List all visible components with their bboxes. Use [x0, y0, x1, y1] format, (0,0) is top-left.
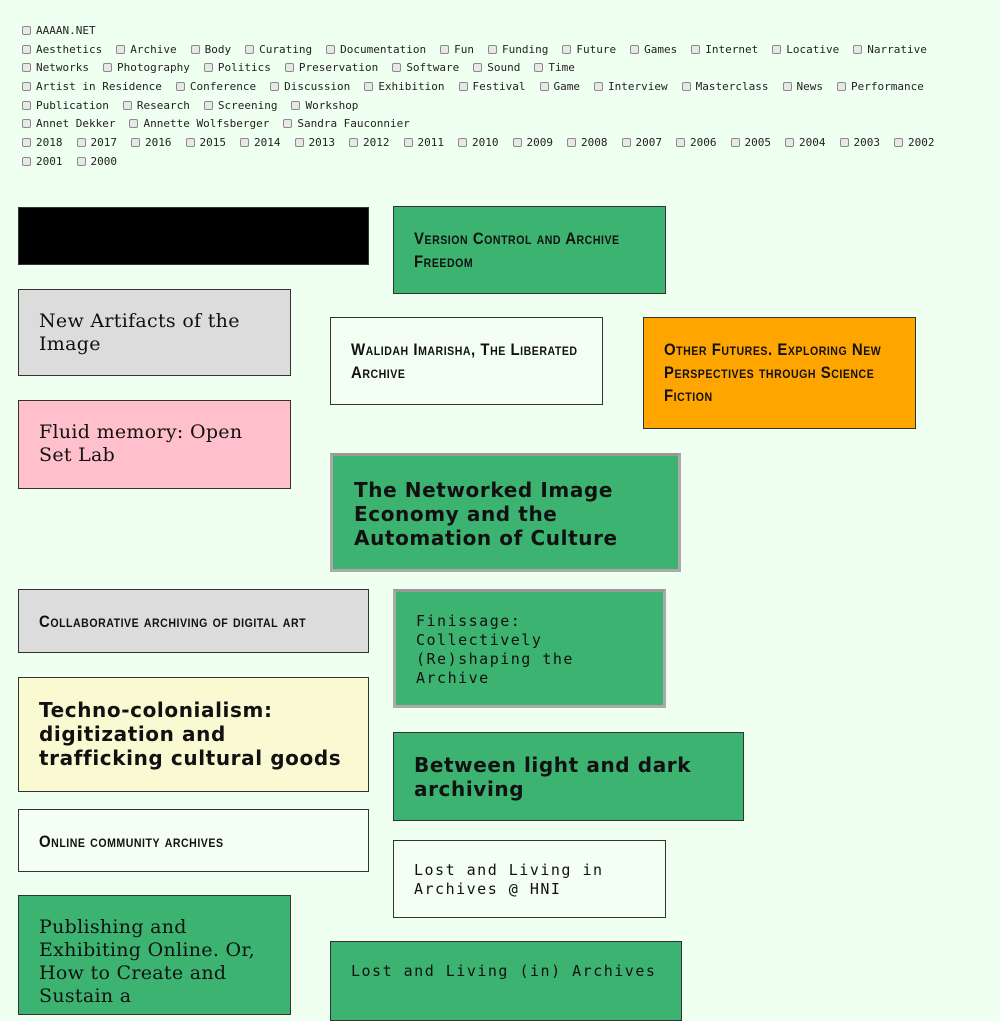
filter-label: Internet — [705, 42, 759, 56]
filter-checkbox[interactable] — [783, 82, 792, 91]
filter-checkbox[interactable] — [691, 45, 700, 54]
card-title: Online community archives — [39, 832, 224, 851]
filter-option[interactable] — [131, 136, 172, 149]
filter-option[interactable] — [853, 43, 927, 56]
filter-option[interactable] — [295, 136, 336, 149]
filter-label: Funding — [502, 42, 549, 56]
card-title: Other Futures. Exploring New Perspectives through Science Fiction — [664, 340, 882, 405]
filter-label: Masterclass — [695, 79, 769, 93]
filter-checkbox[interactable] — [853, 45, 862, 54]
filter-row — [22, 21, 982, 40]
card-title: Lost and Living in Archives @ HNI — [414, 861, 604, 898]
filter-label: Photography — [116, 61, 190, 75]
filter-row — [22, 133, 982, 152]
filter-option[interactable] — [123, 99, 190, 112]
filter-option[interactable] — [22, 43, 102, 56]
card-new-artifacts[interactable] — [18, 289, 291, 376]
filter-checkbox[interactable] — [176, 82, 185, 91]
filter-row — [22, 77, 982, 96]
filter-label: Fun — [454, 42, 475, 56]
filter-row — [22, 40, 982, 59]
filter-label: 2000 — [90, 154, 117, 168]
filter-option[interactable] — [22, 155, 63, 168]
filter-label: Annet Dekker — [36, 117, 116, 131]
filter-label: Exhibition — [378, 79, 445, 93]
filter-checkbox[interactable] — [77, 157, 86, 166]
filter-option[interactable] — [285, 61, 378, 74]
filter-option[interactable] — [270, 80, 350, 93]
filter-label: Discussion — [284, 79, 351, 93]
filter-option[interactable] — [22, 117, 115, 130]
filter-checkbox[interactable] — [129, 119, 138, 128]
filter-option[interactable] — [204, 61, 271, 74]
filter-checkbox[interactable] — [204, 101, 213, 110]
filter-checkbox[interactable] — [22, 101, 31, 110]
filter-label: 2002 — [908, 135, 935, 149]
filter-option[interactable] — [404, 136, 445, 149]
filter-option[interactable] — [22, 99, 109, 112]
filter-label: Narrative — [867, 42, 927, 56]
filter-row — [22, 152, 982, 171]
filter-row — [22, 96, 982, 115]
filter-row — [22, 58, 982, 77]
filter-label: Publication — [36, 98, 109, 112]
filter-checkbox[interactable] — [191, 45, 200, 54]
filter-label: Documentation — [340, 42, 427, 56]
filter-row — [22, 114, 982, 133]
filter-checkbox[interactable] — [488, 45, 497, 54]
filter-label: Games — [644, 42, 678, 56]
filter-option[interactable] — [837, 80, 924, 93]
filter-option[interactable] — [240, 136, 281, 149]
filter-option[interactable] — [540, 80, 581, 93]
filter-option[interactable] — [77, 136, 118, 149]
filter-label: 2001 — [36, 154, 63, 168]
filter-option[interactable] — [783, 80, 824, 93]
filter-checkbox[interactable] — [731, 138, 740, 147]
filter-label: Screening — [217, 98, 278, 112]
filter-label: 2016 — [145, 135, 172, 149]
filter-option[interactable] — [594, 80, 668, 93]
filter-checkbox[interactable] — [131, 138, 140, 147]
filter-label: Archive — [130, 42, 177, 56]
filter-label: 2017 — [90, 135, 117, 149]
filter-option[interactable] — [894, 136, 935, 149]
filter-label: Artist in Residence — [36, 79, 162, 93]
filter-label: 2011 — [417, 135, 444, 149]
filter-checkbox[interactable] — [682, 82, 691, 91]
card-black-placeholder[interactable] — [18, 207, 369, 265]
filter-checkbox[interactable] — [283, 119, 292, 128]
card-finissage[interactable] — [393, 589, 666, 708]
card-lost-living-archives[interactable] — [330, 941, 682, 1021]
filter-label: 2013 — [308, 135, 335, 149]
filter-checkbox[interactable] — [295, 138, 304, 147]
filter-option[interactable] — [191, 43, 232, 56]
card-title: Techno-colonialism: digitization and trafficking cultural goods — [39, 698, 342, 770]
filter-checkbox[interactable] — [392, 63, 401, 72]
filter-checkbox[interactable] — [567, 138, 576, 147]
filter-checkbox[interactable] — [837, 82, 846, 91]
filter-option[interactable] — [77, 155, 118, 168]
filter-option[interactable] — [129, 117, 269, 130]
card-title: Collaborative archiving of digital art — [39, 612, 307, 631]
filter-checkbox[interactable] — [245, 45, 254, 54]
filter-checkbox[interactable] — [204, 63, 213, 72]
card-fluid-memory[interactable] — [18, 400, 291, 489]
card-publishing-exhibiting[interactable] — [18, 895, 291, 1015]
filter-option[interactable] — [22, 80, 162, 93]
filter-option[interactable] — [459, 80, 526, 93]
filter-option[interactable] — [513, 136, 554, 149]
filter-option[interactable] — [291, 99, 358, 112]
card-title: Walidah Imarisha, The Liberated Archive — [351, 340, 578, 382]
filter-label: 2003 — [853, 135, 880, 149]
filter-option[interactable] — [440, 43, 474, 56]
filter-label: News — [796, 79, 823, 93]
filter-option[interactable] — [103, 61, 190, 74]
filter-option[interactable] — [840, 136, 881, 149]
filter-checkbox[interactable] — [364, 82, 373, 91]
filter-checkbox[interactable] — [22, 82, 31, 91]
filter-checkbox[interactable] — [622, 138, 631, 147]
card-title: Lost and Living (in) Archives — [351, 962, 657, 980]
card-lost-living-hni[interactable] — [393, 840, 666, 918]
filter-checkbox[interactable] — [894, 138, 903, 147]
filter-checkbox[interactable] — [534, 63, 543, 72]
filter-label: 2012 — [363, 135, 390, 149]
filter-checkbox[interactable] — [22, 119, 31, 128]
card-networked-image-economy[interactable] — [330, 453, 681, 572]
filter-checkbox[interactable] — [840, 138, 849, 147]
filter-checkbox[interactable] — [123, 101, 132, 110]
filter-checkbox[interactable] — [513, 138, 522, 147]
filter-label: Body — [204, 42, 232, 56]
filter-checkbox[interactable] — [22, 45, 31, 54]
filter-label: Time — [548, 61, 575, 75]
filter-checkbox[interactable] — [772, 45, 781, 54]
filter-label: Preservation — [298, 61, 379, 75]
filter-checkbox[interactable] — [22, 63, 31, 72]
filter-option[interactable] — [691, 43, 758, 56]
filter-checkbox[interactable] — [116, 45, 125, 54]
filter-option[interactable] — [785, 136, 826, 149]
card-walidah-imarisha[interactable] — [330, 317, 603, 405]
card-version-control[interactable] — [393, 206, 666, 294]
card-title: Between light and dark archiving — [414, 753, 692, 801]
filter-label: 2010 — [472, 135, 499, 149]
filter-checkbox[interactable] — [404, 138, 413, 147]
filter-label: Software — [406, 61, 460, 75]
filter-label: AAAAN.NET — [36, 23, 96, 37]
filter-label: Research — [136, 98, 190, 112]
filter-checkbox[interactable] — [22, 26, 31, 35]
filter-option[interactable] — [488, 43, 548, 56]
filter-label: 2004 — [799, 135, 826, 149]
filter-option[interactable] — [392, 61, 459, 74]
filter-checkbox[interactable] — [630, 45, 639, 54]
card-title: Finissage: Collectively (Re)shaping the Archive — [416, 612, 574, 687]
filter-label: Performance — [851, 79, 924, 93]
filter-label: 2014 — [254, 135, 281, 149]
card-title: Version Control and Archive Freedom — [414, 229, 620, 271]
filter-label: Networks — [36, 61, 89, 75]
filter-checkbox[interactable] — [270, 82, 279, 91]
filter-label: Annette Wolfsberger — [143, 117, 270, 131]
filter-label: Interview — [608, 79, 668, 93]
filter-label: Game — [553, 79, 581, 93]
card-light-dark-archiving[interactable] — [393, 732, 744, 821]
filter-checkbox[interactable] — [77, 138, 86, 147]
filter-option[interactable] — [204, 99, 278, 112]
card-title: Publishing and Exhibiting Online. Or, How to Create and Sustain a — [39, 916, 256, 1007]
filter-label: Curating — [259, 42, 313, 56]
filter-option[interactable] — [186, 136, 227, 149]
filter-checkbox[interactable] — [440, 45, 449, 54]
card-title: Fluid memory: Open Set Lab — [39, 421, 243, 466]
card-online-community-archives[interactable] — [18, 809, 369, 872]
filter-label: Sandra Fauconnier — [297, 117, 410, 131]
filter-label: Future — [576, 42, 617, 56]
filter-option[interactable] — [630, 43, 677, 56]
filter-checkbox[interactable] — [186, 138, 195, 147]
filter-checkbox[interactable] — [22, 138, 31, 147]
filter-checkbox[interactable] — [240, 138, 249, 147]
filter-checkbox[interactable] — [458, 138, 467, 147]
filter-option[interactable] — [364, 80, 444, 93]
filter-label: Locative — [786, 42, 840, 56]
filter-label: Politics — [217, 61, 271, 75]
filter-option[interactable] — [567, 136, 608, 149]
filter-option[interactable] — [676, 136, 717, 149]
filter-checkbox[interactable] — [594, 82, 603, 91]
filter-option[interactable] — [562, 43, 616, 56]
filter-label: 2015 — [199, 135, 226, 149]
filter-option[interactable] — [349, 136, 390, 149]
filter-checkbox[interactable] — [540, 82, 549, 91]
filter-label: Conference — [189, 79, 257, 93]
filter-option[interactable] — [22, 61, 89, 74]
filter-option[interactable] — [473, 61, 520, 74]
filter-checkbox[interactable] — [326, 45, 335, 54]
card-techno-colonialism[interactable] — [18, 677, 369, 792]
filter-checkbox[interactable] — [785, 138, 794, 147]
filter-checkbox[interactable] — [285, 63, 294, 72]
card-other-futures[interactable] — [643, 317, 916, 429]
filter-checkbox[interactable] — [473, 63, 482, 72]
filter-label: Festival — [472, 79, 526, 93]
filter-checkbox[interactable] — [22, 157, 31, 166]
filter-checkbox[interactable] — [291, 101, 300, 110]
filter-option[interactable] — [22, 136, 63, 149]
filter-label: 2009 — [526, 135, 553, 149]
filter-checkbox[interactable] — [349, 138, 358, 147]
filter-checkbox[interactable] — [459, 82, 468, 91]
filter-checkbox[interactable] — [676, 138, 685, 147]
filter-label: 2005 — [744, 135, 771, 149]
filter-option[interactable] — [326, 43, 426, 56]
card-title: New Artifacts of the Image — [39, 310, 240, 355]
filter-label: 2008 — [581, 135, 608, 149]
filter-option[interactable] — [772, 43, 839, 56]
filter-label: 2007 — [635, 135, 662, 149]
filter-label: Aesthetics — [36, 42, 103, 56]
filter-checkbox[interactable] — [562, 45, 571, 54]
filter-option[interactable] — [176, 80, 256, 93]
filter-option[interactable] — [116, 43, 176, 56]
filter-option[interactable] — [622, 136, 663, 149]
filter-option[interactable] — [283, 117, 410, 130]
filter-option[interactable] — [22, 24, 96, 37]
filter-option[interactable] — [245, 43, 312, 56]
filter-label: 2018 — [36, 135, 63, 149]
card-collaborative-archiving[interactable] — [18, 589, 369, 653]
filter-checkbox[interactable] — [103, 63, 112, 72]
filter-label: Workshop — [305, 98, 359, 112]
filter-label: Sound — [487, 61, 521, 75]
filter-option[interactable] — [458, 136, 499, 149]
filter-option[interactable] — [534, 61, 575, 74]
filter-label: 2006 — [690, 135, 717, 149]
card-title: The Networked Image Economy and the Automation of Culture — [354, 478, 618, 550]
filter-panel — [22, 21, 982, 171]
filter-option[interactable] — [682, 80, 769, 93]
filter-option[interactable] — [731, 136, 772, 149]
